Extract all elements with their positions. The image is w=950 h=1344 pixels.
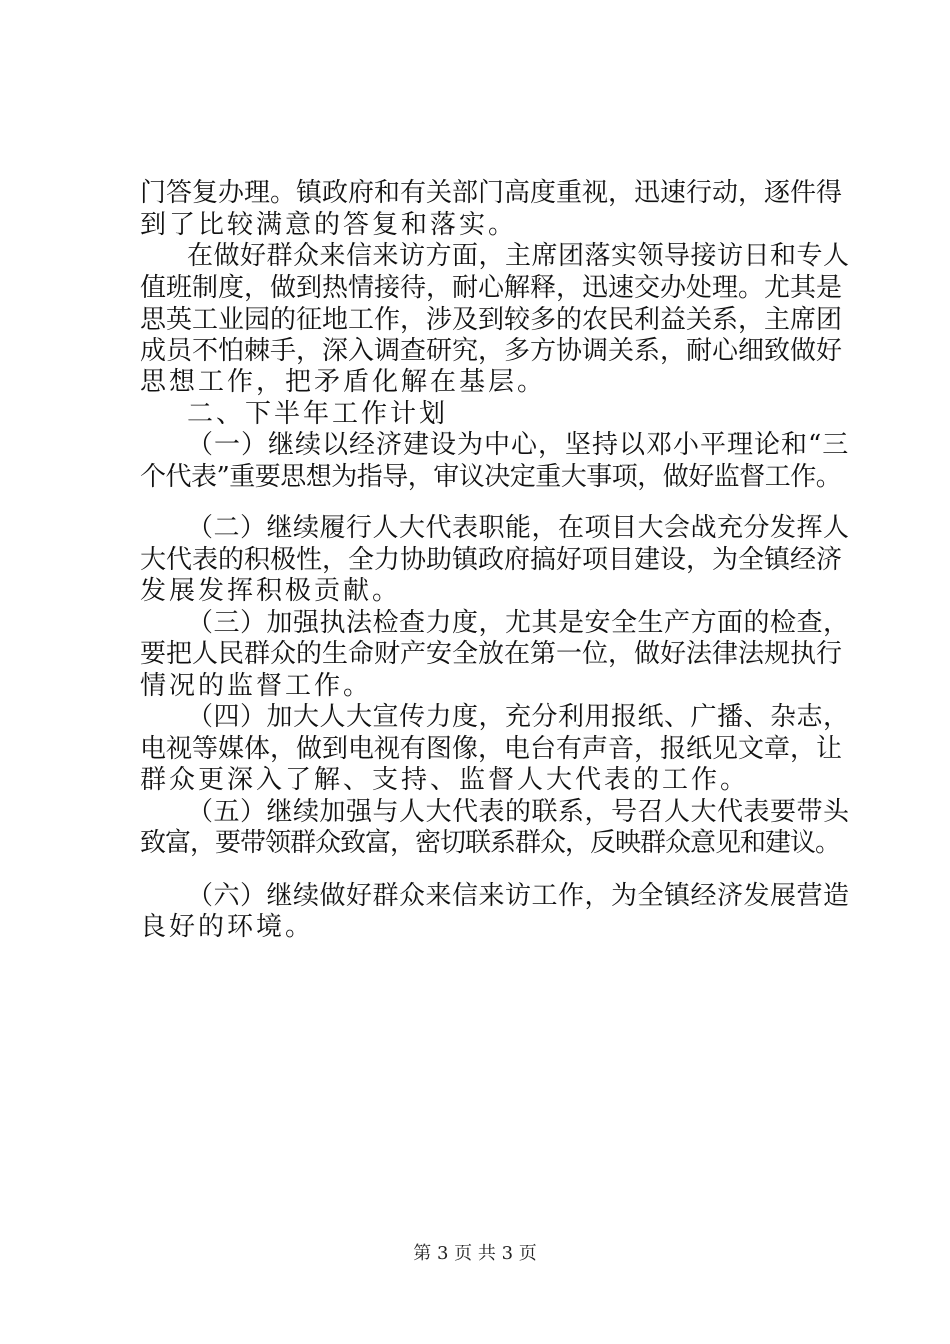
text-line: 门答复办理。镇政府和有关部门高度重视，迅速行动，逐件得 [140,178,843,208]
page-number-footer: 第 3 页 共 3 页 [413,1243,537,1264]
text-line: 要把人民群众的生命财产安全放在第一位，做好法律法规执行 [140,639,843,669]
text-line: 思想工作，把矛盾化解在基层。 [140,367,547,397]
text-line: 到了比较满意的答复和落实。 [140,210,518,240]
text-line: （二）继续履行人大代表职能，在项目大会战充分发挥人 [187,513,850,543]
text-line: 成员不怕棘手，深入调查研究，多方协调关系，耐心细致做好 [140,336,843,366]
text-line: 思英工业园的征地工作，涉及到较多的农民利益关系，主席团 [140,305,843,335]
text-line: 发展发挥积极贡献。 [140,576,402,606]
text-line: 大代表的积极性，全力协助镇政府搞好项目建设，为全镇经济 [140,545,843,575]
text-line: 群众更深入了解、支持、监督人大代表的工作。 [140,765,750,795]
text-line: （三）加强执法检查力度，尤其是安全生产方面的检查， [187,608,850,638]
text-line: （一）继续以经济建设为中心，坚持以邓小平理论和“三 [187,430,850,460]
text-line: 在做好群众来信来访方面，主席团落实领导接访日和专人 [187,241,850,271]
text-line: 良好的环境。 [140,912,315,942]
text-line: 个代表”重要思想为指导，审议决定重大事项，做好监督工作。 [140,462,842,492]
text-line: （四）加大人大宣传力度，充分利用报纸、广播、杂志， [187,702,850,732]
section-heading: 二、下半年工作计划 [187,399,449,429]
text-line: 电视等媒体，做到电视有图像，电台有声音，报纸见文章，让 [140,734,843,764]
text-line: 致富，要带领群众致富，密切联系群众，反映群众意见和建议。 [140,828,841,858]
text-line: 情况的监督工作。 [140,671,373,701]
text-line: （六）继续做好群众来信来访工作，为全镇经济发展营造 [187,881,850,911]
text-line: （五）继续加强与人大代表的联系，号召人大代表要带头 [187,797,850,827]
text-line: 值班制度，做到热情接待，耐心解释，迅速交办处理。尤其是 [140,273,843,303]
